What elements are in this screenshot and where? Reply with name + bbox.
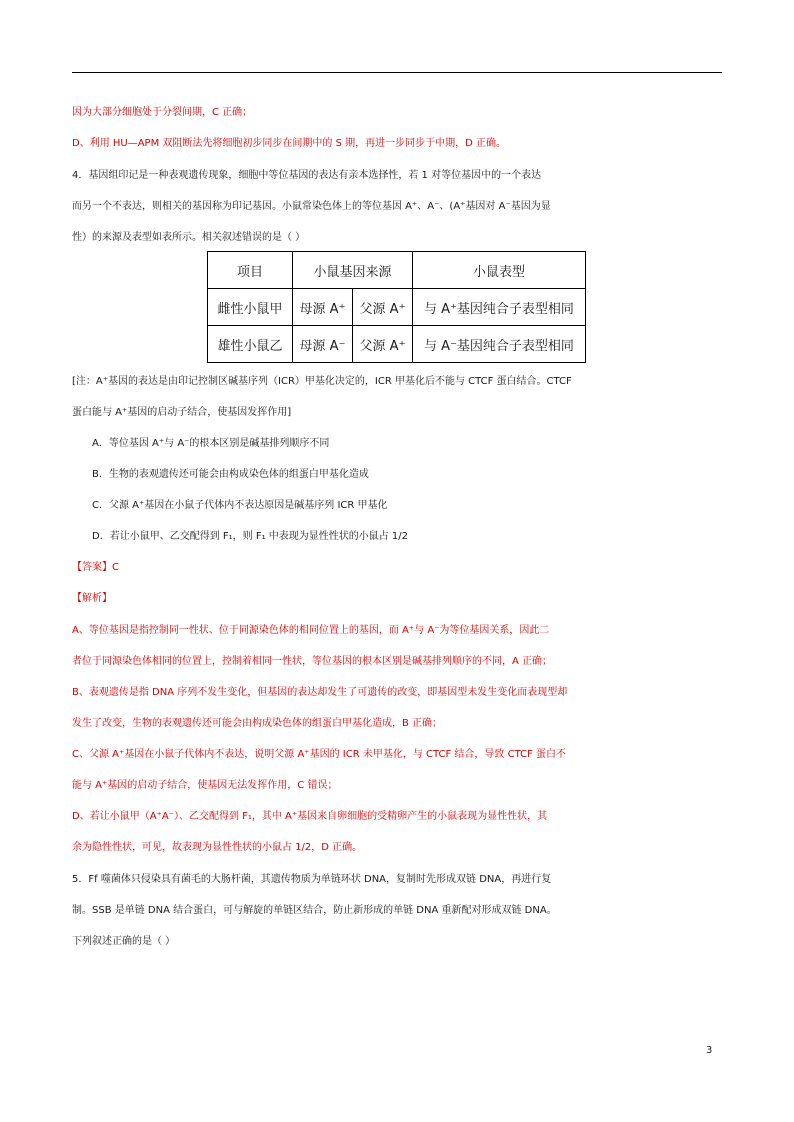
page-number: 3 [706,1045,713,1056]
table-cell: 雄性小鼠乙 [208,326,293,363]
answer-label: 【答案】C [72,562,119,573]
table-header-cell: 项目 [208,252,293,289]
gene-source-table [207,251,586,363]
q4-stem-line: 性）的来源及表型如表所示。相关叙述错误的是（ ） [72,232,306,243]
analysis-line: 余为隐性性状，可见，故表现为显性性状的小鼠占 1/2，D 正确。 [72,842,363,853]
analysis-line: 能与 A⁺基因的启动子结合，使基因无法发挥作用，C 错误； [72,780,338,791]
analysis-line: C、父源 A⁺基因在小鼠子代体内不表达，说明父源 A⁺基因的 ICR 未甲基化，与 CTCF 结合，导致 CTCF 蛋白不 [72,749,567,760]
analysis-line: B、表观遗传是指 DNA 序列不发生变化，但基因的表达却发生了可遗传的改变，即基因型未发生变化而表现型却 [72,687,568,698]
q4-stem-line: 4．基因组印记是一种表观遗传现象，细胞中等位基因的表达有亲本选择性，若 1 对等位基因中的一个表达 [72,170,542,181]
q5-stem-line: 下列叙述正确的是（ ） [72,936,176,947]
q4-stem-line: 而另一个不表达，则相关的基因称为印记基因。小鼠常染色体上的等位基因 A⁺、A⁻、(A⁺基因对 A⁻基因为显 [72,201,551,212]
q4-option-c: C．父源 A⁺基因在小鼠子代体内不表达原因是碱基序列 ICR 甲基化 [92,500,388,511]
prev-explain-line: 因为大部分细胞处于分裂间期，C 正确； [72,107,253,118]
q4-option-b: B．生物的表观遗传还可能会由构成染色体的组蛋白甲基化造成 [92,469,369,480]
table-cell: 父源 A⁺ [353,326,413,363]
table-header-cell: 小鼠基因来源 [293,252,413,289]
table-cell: 母源 A⁺ [293,289,353,326]
header-rule [72,72,722,73]
table-cell: 与 A⁻基因纯合子表型相同 [413,326,586,363]
analysis-label: 【解析】 [72,593,112,604]
table-row [208,326,586,363]
table-cell: 与 A⁺基因纯合子表型相同 [413,289,586,326]
table-header-row [208,252,586,289]
q4-option-a: A．等位基因 A⁺与 A⁻的根本区别是碱基排列顺序不同 [92,438,330,449]
q4-note-line: [注：A⁺基因的表达是由印记控制区碱基序列（ICR）甲基化决定的，ICR 甲基化后不能与 CTCF 蛋白结合。CTCF [72,376,572,387]
prev-explain-line: D、利用 HU—APM 双阻断法先将细胞初步同步在间期中的 S 期，再进一步同步于中期，D 正确。 [72,138,506,149]
analysis-line: A、等位基因是指控制同一性状、位于同源染色体的相同位置上的基因，而 A⁺与 A⁻为等位基因关系，因此二 [72,625,550,636]
analysis-line: 者位于同源染色体相同的位置上，控制着相同一性状，等位基因的根本区别是碱基排列顺序的不同，A 正确； [72,656,553,667]
q5-stem-line: 5．Ff 噬菌体只侵染具有菌毛的大肠杆菌，其遗传物质为单链环状 DNA，复制时先形成双链 DNA，再进行复 [72,874,552,885]
table-cell: 母源 A⁻ [293,326,353,363]
analysis-line: 发生了改变，生物的表观遗传还可能会由构成染色体的组蛋白甲基化造成，B 正确； [72,718,443,729]
q4-note-line: 蛋白能与 A⁺基因的启动子结合，使基因发挥作用] [72,407,292,418]
table-cell: 雌性小鼠甲 [208,289,293,326]
table-cell: 父源 A⁺ [353,289,413,326]
table-row [208,289,586,326]
table-header-cell: 小鼠表型 [413,252,586,289]
q4-option-d: D．若让小鼠甲、乙交配得到 F₁，则 F₁ 中表现为显性性状的小鼠占 1/2 [92,531,409,542]
q5-stem-line: 制。SSB 是单链 DNA 结合蛋白，可与解旋的单链区结合，防止新形成的单链 DNA 重新配对形成双链 DNA。 [72,905,557,916]
analysis-line: D、若让小鼠甲（A⁺A⁻）、乙交配得到 F₁，其中 A⁺基因来自卵细胞的受精卵产生的小鼠表现为显性性状，其 [72,811,548,822]
